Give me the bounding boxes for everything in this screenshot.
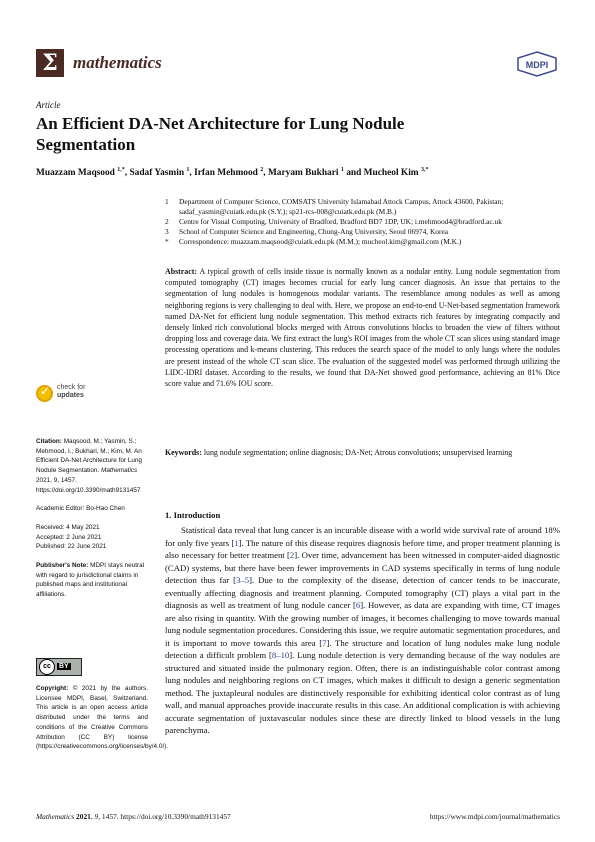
citation bbox=[36, 437, 148, 495]
journal-name: mathematics bbox=[73, 53, 162, 72]
keywords bbox=[165, 447, 560, 458]
introduction-paragraph bbox=[165, 524, 560, 737]
article-type: Article bbox=[36, 100, 61, 110]
abstract-text: A typical growth of cells inside tissue is normally known as a nodular entity. Lung nodule segmentation from computed tomography (CT) images becomes crucial for early lung cancer diagnosis. An issue that pertains to the segmentation of lung nodules is homogenous modular variants. The resemblance among nodules as well as among neighboring regions is very challenging to deal with. Here, we propose an end-to-end U-Net-based segmentation framework named DA-Net for efficient lung nodule segmentation. This method extracts rich features by integrating compactly and densely linked rich convolutional blocks merged with Atrous convolutions blocks to broaden the view of filters without dropping loss and coverage data. We first extract the lung's ROI images from the whole CT scan slices using standard image processing operations and k-means clustering. This reduces the search space of the model to only lungs where the nodules are present instead of the whole CT scan slice. The evaluation of the suggested model was performed through utilizing the LIDC-IDRI dataset. According to the results, we found that DA-Net showed good performance, achieving an 81% Dice score value and 71.6% IOU score. bbox=[165, 267, 560, 389]
mdpi-logo-text: MDPI bbox=[525, 60, 549, 70]
check-updates-line1: check for bbox=[57, 384, 86, 391]
check-for-updates-badge[interactable] bbox=[36, 383, 146, 409]
publisher-note bbox=[36, 561, 148, 600]
affiliation-text: Correspondence: muazzam.maqsood@cuiatk.edu.pk (M.M.); mucheol.kim@gmail.com (M.K.) bbox=[179, 237, 462, 246]
author-affiliation-mark: 3,* bbox=[420, 167, 429, 173]
affiliation-text: School of Computer Science and Engineering, Chung-Ang University, Seoul 06974, Korea bbox=[179, 227, 449, 236]
keywords-text: lung nodule segmentation; online diagnosis; DA-Net; Atrous convolutions; unsupervised learning bbox=[203, 448, 513, 457]
author-list: Muazzam Maqsood $^{1,*}$, Sadaf Yasmin $^1$, Irfan Mehmood $^2$, Maryam Bukhari $^1$ and Mucheol Kim $^{3,*}$ bbox=[36, 167, 429, 179]
academic-editor: Academic Editor: Bo-Hao Chen bbox=[36, 505, 125, 513]
copyright-label: Copyright: bbox=[36, 685, 69, 692]
citation-ref-link[interactable]: 7 bbox=[322, 637, 327, 648]
date-published: Published: 22 June 2021 bbox=[36, 543, 107, 551]
footer-doi[interactable]: , 1457. https://doi.org/10.3390/math9131457 bbox=[98, 812, 231, 821]
affiliation-mark: 3 bbox=[165, 227, 169, 236]
abstract bbox=[165, 266, 560, 389]
journal-logo bbox=[36, 49, 64, 77]
footer-year: 2021 bbox=[76, 812, 91, 821]
sigma-icon: Σ bbox=[42, 50, 58, 76]
cc-by-label: BY bbox=[59, 663, 69, 670]
citation-doi[interactable]: 2021, 9, 1457. https://doi.org/10.3390/math9131457 bbox=[36, 476, 141, 494]
affiliation-mark: * bbox=[165, 237, 169, 246]
affiliation-text: Centre for Visual Computing, University of Bradford, Bradford BD7 1DP, UK; i.mehmood4@bradford.ac.uk bbox=[179, 217, 502, 226]
citation-text: Maqsood, M.; Yasmin, S.; Mehmood, I.; Bukhari, M.; Kim, M. An Efficient DA-Net Architecture for Lung Nodule Segmentation. bbox=[36, 438, 143, 475]
body-text: ]. Due to the complexity of the disease, detection of cancer tends to be inaccurate, eventually affecting diagnosis and treatment planning. Computed tomography (CT) plays a vital part in the diagnosis as well as treatment of lung nodule cancer [ bbox=[165, 575, 561, 610]
author-affiliation-mark: 1 bbox=[340, 167, 344, 173]
body-text: ]. The structure and location of lung nodules make lung nodule detection a difficult problem [ bbox=[165, 637, 561, 660]
abstract-label: Abstract: bbox=[165, 267, 197, 276]
publisher-note-label: Publisher's Note: bbox=[36, 562, 89, 570]
copyright-text: © 2021 by the authors. Licensee MDPI, Basel, Switzerland. This article is an open access article distributed under the terms and conditions of the Creative Commons Attribution (CC BY) license (https://creativecommons.org/licenses/by/4.0/). bbox=[36, 685, 169, 751]
footer-journal-url[interactable]: https://www.mdpi.com/journal/mathematics bbox=[429, 812, 560, 821]
author-name: Muazzam Maqsood $^{1,*}$ bbox=[36, 167, 125, 179]
article-info-sidebar bbox=[36, 437, 148, 609]
section-heading-introduction: 1. Introduction bbox=[165, 510, 221, 520]
author-affiliation-mark: 2 bbox=[260, 167, 264, 173]
check-updates-line2: updates bbox=[57, 392, 84, 399]
author-name: Mucheol Kim $^{3,*}$ bbox=[363, 167, 429, 179]
copyright-notice bbox=[36, 684, 169, 752]
affiliation-mark: 1 bbox=[165, 197, 169, 206]
body-text: ]. Lung nodule detection is very demanding because of the way nodules are structured and situated inside the pulmonary region. Often, there is an indistinguishable color contrast among lung nodules and neighboring regions on CT images, which makes it difficult to design a generic segmentation method. The juxtapleural nodules are distinctively responsible for exhibiting identical color contrast as of lung wall, and manual approaches provide inaccurate results in this case. An additional complication is with achieving accurate segmentation of juxtavascular nodules since these are directly linked to blood vessels in the lung parenchyma. bbox=[165, 650, 560, 735]
citation-ref-link[interactable]: 1 bbox=[234, 537, 239, 548]
affiliation-item bbox=[165, 227, 565, 237]
citation-label: Citation: bbox=[36, 438, 62, 445]
mdpi-logo bbox=[516, 51, 558, 77]
cc-by-license-badge[interactable] bbox=[36, 658, 82, 676]
affiliation-item bbox=[165, 197, 565, 217]
author-affiliation-mark: 1,* bbox=[117, 167, 125, 173]
affiliation-item bbox=[165, 237, 565, 247]
citation-ref-link[interactable]: 8–10 bbox=[271, 650, 290, 660]
article-title: An Efficient DA-Net Architecture for Lung Nodule Segmentation bbox=[36, 114, 405, 154]
citation-ref-link[interactable]: 6 bbox=[355, 600, 361, 610]
affiliation-mark: 2 bbox=[165, 217, 169, 226]
author-affiliation-mark: 1 bbox=[186, 167, 190, 173]
author-name: Irfan Mehmood $^2$ bbox=[194, 167, 264, 179]
citation-ref-link[interactable]: 3–5 bbox=[236, 575, 250, 585]
footer-journal: Mathematics bbox=[36, 812, 75, 821]
citation-journal: Mathematics bbox=[101, 467, 138, 475]
body-text: Statistical data reveal that lung cancer is an incurable disease with a world wide survival rate of around 18% for only five years [ bbox=[165, 525, 560, 548]
body-text: ]. The nature of this disease requires diagnosis before time, and proper treatment planning is also necessary for better treatment [ bbox=[165, 537, 560, 560]
date-received: Received: 4 May 2021 bbox=[36, 523, 100, 531]
check-updates-icon: ✓ bbox=[36, 385, 53, 402]
body-text: ]. Over time, advancement has been witnessed in computer-aided diagnostic (CAD) systems, but there have been fewer improvements in CAD systems specifically in terms of lung nodule detection thus far [ bbox=[165, 550, 560, 585]
keywords-label: Keywords: bbox=[165, 448, 202, 457]
footer-citation: Mathematics 2021, 9, 1457. https://doi.org/10.3390/math9131457 bbox=[36, 812, 231, 821]
author-name: Maryam Bukhari $^1$ bbox=[267, 167, 344, 179]
affiliation-text: Department of Computer Science, COMSATS University Islamabad Attock Campus, Attock 43600, Pakistan; sadaf_yasmin@cuiatk.edu.pk (S.Y.); sp21-rcs-008@cuiatk.edu.pk (M.B.) bbox=[179, 197, 504, 216]
footer-volume: 9 bbox=[94, 812, 99, 821]
author-name: Sadaf Yasmin $^1$ bbox=[129, 167, 190, 179]
date-accepted: Accepted: 2 June 2021 bbox=[36, 533, 102, 541]
affiliation-item bbox=[165, 217, 565, 227]
publisher-note-text: MDPI stays neutral with regard to jurisdictional claims in published maps and institutional affiliations. bbox=[36, 562, 145, 599]
body-text: ]. However, as data are expanding with time, CT images are also rising in quantity. With the growing number of images, it becomes challenging to move towards manual lung nodule segmentation procedures. Considering this issue, we require automatic segmentation procedures, and it is important to move towards this area [ bbox=[165, 600, 560, 648]
affiliations bbox=[165, 197, 565, 247]
citation-ref-link[interactable]: 2 bbox=[289, 550, 295, 560]
creative-commons-icon: cc bbox=[39, 659, 55, 675]
